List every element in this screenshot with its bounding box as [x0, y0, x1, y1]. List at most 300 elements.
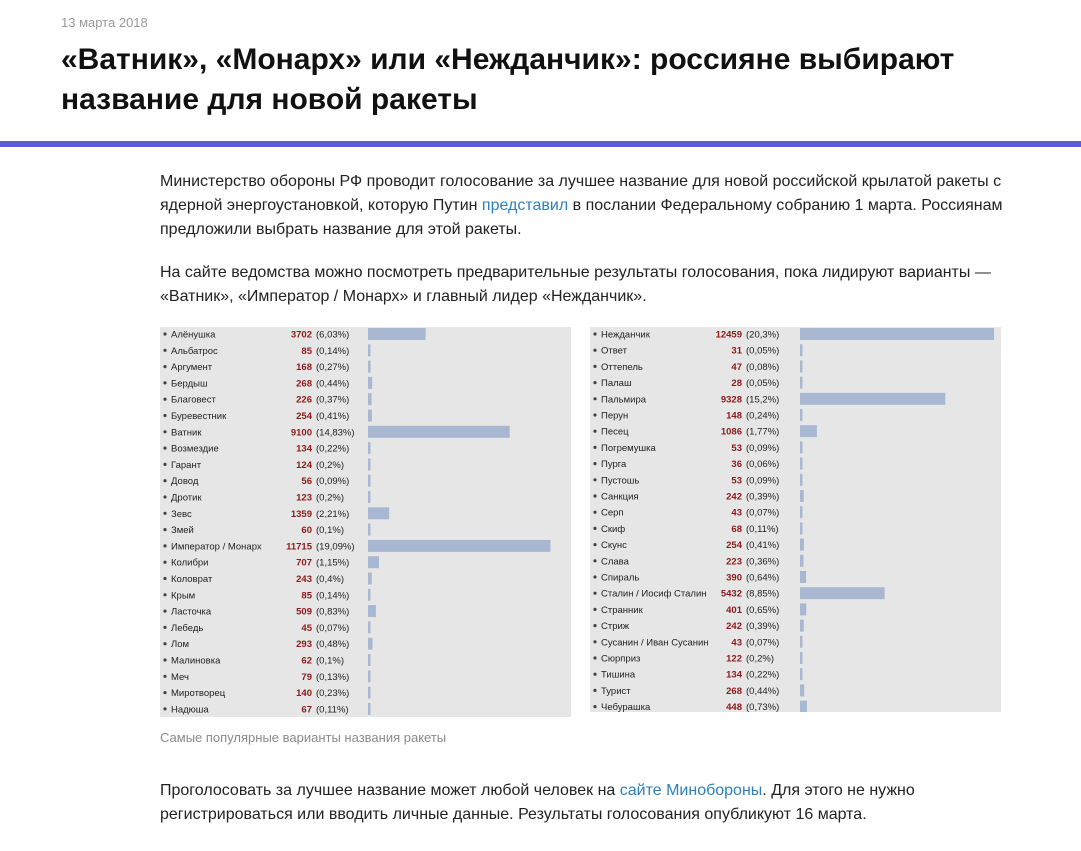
chart-row: [593, 328, 994, 341]
chart-row: [593, 474, 802, 487]
category-label: Слава: [601, 556, 629, 568]
vote-percent-label: (0,09%): [746, 442, 780, 454]
vote-bar: [368, 654, 371, 666]
bullet-dot: [593, 446, 596, 449]
chart-row: [163, 621, 370, 634]
chart-row: [163, 328, 425, 341]
category-label: Лебедь: [171, 622, 204, 634]
bullet-dot: [593, 430, 596, 433]
vote-count-label: 268: [296, 378, 312, 390]
vote-bar: [800, 701, 807, 712]
chart-row: [163, 426, 509, 439]
category-label: Альбатрос: [171, 345, 218, 357]
category-label: Гарант: [171, 459, 202, 471]
vote-count-label: 12459: [715, 329, 742, 341]
vote-percent-label: (0,2%): [316, 492, 344, 504]
vote-percent-label: (0,05%): [746, 378, 780, 390]
chart-row: [593, 377, 802, 390]
vote-percent-label: (8,85%): [746, 588, 780, 600]
chart-row: [163, 670, 370, 683]
chart-row: [593, 409, 802, 422]
bullet-dot: [163, 528, 166, 531]
bullet-dot: [163, 658, 166, 661]
chart-row: [593, 539, 804, 552]
category-label: Надюша: [171, 704, 209, 716]
vote-count-label: 268: [726, 685, 742, 697]
vote-bar: [800, 539, 804, 551]
bullet-dot: [163, 593, 166, 596]
bullet-dot: [593, 673, 596, 676]
article-date: 13 марта 2018: [61, 15, 148, 30]
chart-panel-right: [590, 327, 1001, 712]
vote-percent-label: (15,2%): [746, 394, 780, 406]
vote-bar: [800, 425, 817, 437]
bullet-dot: [593, 575, 596, 578]
vote-bar: [368, 670, 371, 682]
chart-row: [593, 393, 945, 406]
bullet-dot: [163, 398, 166, 401]
link-presented[interactable]: представил: [481, 197, 569, 214]
category-label: Странник: [601, 604, 643, 616]
vote-bar: [368, 573, 372, 585]
category-label: Ласточка: [171, 606, 212, 618]
chart-row: [593, 490, 803, 503]
chart-row: [163, 524, 370, 537]
vote-percent-label: (0,23%): [316, 688, 350, 700]
chart-row: [593, 636, 802, 649]
vote-bar: [368, 426, 510, 438]
vote-count-label: 1359: [290, 508, 312, 520]
vote-percent-label: (0,07%): [316, 622, 350, 634]
vote-percent-label: (0,73%): [746, 702, 780, 712]
vote-percent-label: (0,14%): [316, 345, 350, 357]
vote-bar: [368, 524, 371, 536]
vote-count-label: 53: [731, 475, 742, 487]
vote-bar: [368, 589, 371, 601]
category-label: Нежданчик: [601, 329, 650, 341]
category-label: Санкция: [601, 491, 639, 503]
chart-row: [593, 441, 802, 454]
vote-bar: [800, 571, 806, 583]
bullet-dot: [163, 512, 166, 515]
article-title: «Ватник», «Монарх» или «Нежданчик»: россияне выбирают название для новой ракеты: [61, 43, 955, 116]
chart-row: [593, 684, 804, 697]
vote-count-label: 254: [296, 411, 312, 422]
vote-results-chart-right: [590, 327, 1001, 712]
category-label: Миротворец: [171, 688, 226, 700]
vote-count-label: 509: [296, 606, 312, 618]
vote-bar: [800, 393, 945, 405]
category-label: Довод: [171, 476, 199, 488]
category-label: Оттепель: [601, 361, 643, 373]
paragraph-1-text-start: Министерство обороны РФ проводит голосование за лучшее название для новой российской крылатой ракеты с ядерной энергоустановкой, которую Путин: [160, 173, 1002, 214]
vote-percent-label: (0,07%): [746, 507, 780, 519]
bullet-dot: [593, 494, 596, 497]
vote-bar: [800, 636, 803, 648]
vote-count-label: 67: [301, 704, 312, 716]
vote-bar: [800, 522, 803, 534]
bullet-dot: [163, 610, 166, 613]
article-paragraph-2: На сайте ведомства можно посмотреть предварительные результаты голосования, пока лидируют варианты — «Ватник», «Император / Монарх» и главный лидер «Нежданчик».: [160, 264, 991, 305]
vote-percent-label: (2,21%): [316, 508, 350, 520]
chart-row: [593, 522, 802, 535]
category-label: Сталин / Иосиф Сталин: [601, 588, 707, 600]
vote-count-label: 242: [726, 621, 742, 633]
vote-bar: [800, 409, 803, 421]
category-label: Дротик: [171, 492, 202, 504]
category-label: Зевс: [171, 508, 192, 520]
vote-percent-label: (0,07%): [746, 637, 780, 649]
chart-row: [593, 652, 802, 665]
vote-count-label: 9328: [720, 394, 742, 406]
vote-bar: [800, 652, 803, 664]
chart-row: [163, 361, 370, 374]
chart-panel-left: [160, 327, 571, 717]
chart-row: [593, 506, 802, 519]
vote-count-label: 31: [731, 345, 742, 357]
vote-percent-label: (0,14%): [316, 590, 350, 602]
vote-percent-label: (0,05%): [746, 345, 780, 357]
vote-count-label: 47: [731, 361, 742, 373]
vote-bar: [368, 458, 371, 470]
category-label: Турист: [601, 685, 631, 697]
chart-caption: Самые популярные варианты названия ракеты: [160, 730, 447, 745]
vote-bar: [800, 668, 803, 680]
vote-count-label: 140: [296, 688, 312, 700]
chart-row: [163, 703, 370, 716]
vote-bar: [800, 555, 803, 567]
chart-row: [163, 442, 370, 455]
category-label: Ватник: [171, 427, 202, 439]
category-label: Колибри: [171, 557, 209, 569]
category-label: Бердыш: [171, 378, 208, 390]
vote-count-label: 36: [731, 459, 742, 471]
bullet-dot: [593, 592, 596, 595]
bullet-dot: [163, 463, 166, 466]
category-label: Ответ: [601, 345, 627, 357]
vote-bar: [368, 703, 371, 715]
category-label: Палаш: [601, 378, 632, 390]
bullet-dot: [163, 332, 166, 335]
vote-percent-label: (19,09%): [316, 541, 355, 553]
bullet-dot: [163, 544, 166, 547]
category-label: Пальмира: [601, 394, 647, 406]
chart-row: [163, 393, 371, 406]
vote-percent-label: (0,09%): [746, 475, 780, 487]
category-label: Стриж: [601, 621, 630, 633]
vote-percent-label: (0,39%): [746, 491, 780, 503]
category-label: Меч: [171, 671, 189, 683]
vote-count-label: 1086: [720, 426, 742, 438]
vote-bar: [368, 328, 426, 340]
vote-bar: [800, 684, 804, 696]
vote-count-label: 56: [301, 476, 312, 488]
bullet-dot: [163, 495, 166, 498]
vote-count-label: 401: [726, 604, 742, 616]
vote-percent-label: (0,08%): [746, 361, 780, 373]
category-label: Малиновка: [171, 655, 221, 667]
chart-row: [593, 425, 817, 438]
chart-row: [593, 668, 802, 681]
vote-count-label: 254: [726, 540, 742, 552]
vote-bar: [800, 474, 803, 486]
vote-count-label: 242: [726, 491, 742, 503]
vote-percent-label: (0,48%): [316, 639, 350, 651]
bullet-dot: [163, 691, 166, 694]
bullet-dot: [593, 656, 596, 659]
vote-bar: [368, 491, 371, 503]
chart-row: [593, 344, 802, 357]
vote-bar: [368, 361, 371, 373]
vote-count-label: 60: [301, 525, 312, 537]
vote-percent-label: (20,3%): [746, 329, 780, 341]
bullet-dot: [163, 626, 166, 629]
chart-row: [593, 555, 803, 568]
vote-bar: [800, 603, 806, 615]
bullet-dot: [163, 479, 166, 482]
category-label: Спираль: [601, 572, 640, 584]
vote-count-label: 28: [731, 378, 742, 390]
vote-count-label: 53: [731, 442, 742, 454]
chart-row: [163, 491, 370, 504]
vote-bar: [800, 441, 803, 453]
vote-bar: [368, 344, 371, 356]
vote-percent-label: (0,11%): [316, 704, 349, 716]
vote-percent-label: (0,4%): [316, 574, 344, 585]
bullet-dot: [593, 624, 596, 627]
vote-percent-label: (14,83%): [316, 427, 355, 439]
vote-bar: [368, 507, 389, 519]
chart-row: [163, 475, 370, 488]
bullet-dot: [593, 349, 596, 352]
bullet-dot: [593, 608, 596, 611]
vote-bar: [800, 490, 804, 502]
chart-row: [163, 507, 389, 520]
vote-count-label: 448: [726, 702, 742, 712]
chart-row: [593, 620, 803, 633]
chart-row: [163, 458, 370, 471]
bullet-dot: [593, 705, 596, 708]
vote-count-label: 223: [726, 556, 742, 568]
vote-count-label: 79: [301, 671, 312, 683]
bullet-dot: [593, 397, 596, 400]
vote-count-label: 68: [731, 523, 742, 535]
chart-row: [593, 603, 806, 616]
category-label: Тишина: [601, 669, 636, 681]
vote-bar: [800, 587, 885, 599]
vote-count-label: 123: [296, 492, 312, 504]
accent-divider: [0, 141, 1081, 147]
category-label: Буревестник: [171, 411, 227, 422]
vote-percent-label: (0,41%): [316, 411, 350, 422]
vote-count-label: 85: [301, 345, 312, 357]
chart-row: [163, 654, 370, 667]
vote-percent-label: (0,64%): [746, 572, 780, 584]
vote-percent-label: (0,37%): [316, 394, 350, 406]
vote-percent-label: (0,11%): [746, 523, 779, 535]
vote-percent-label: (0,24%): [746, 410, 780, 422]
category-label: Сусанин / Иван Сусанин: [601, 637, 709, 649]
vote-bar: [368, 638, 373, 650]
chart-row: [593, 571, 806, 584]
vote-count-label: 43: [731, 507, 742, 519]
vote-percent-label: (0,09%): [316, 476, 350, 488]
paragraph-1-text-end: в послании Федеральному собранию 1 марта. Россиянам предложили выбрать название для этой ракеты.: [160, 197, 1003, 238]
category-label: Погремушка: [601, 442, 656, 454]
category-label: Песец: [601, 426, 629, 438]
article-paragraph-1: [160, 170, 1030, 242]
vote-count-label: 707: [296, 557, 312, 569]
vote-count-label: 243: [296, 574, 312, 585]
chart-row: [163, 344, 370, 357]
category-label: Благовест: [171, 394, 216, 406]
vote-percent-label: (1,15%): [316, 557, 350, 569]
vote-count-label: 124: [296, 459, 312, 471]
vote-percent-label: (0,44%): [746, 685, 780, 697]
bullet-dot: [593, 365, 596, 368]
vote-percent-label: (0,1%): [316, 655, 344, 667]
category-label: Чебурашка: [601, 702, 651, 712]
vote-percent-label: (0,27%): [316, 362, 350, 374]
vote-count-label: 134: [296, 443, 312, 455]
vote-bar: [368, 556, 379, 568]
chart-row: [593, 587, 884, 600]
vote-percent-label: (0,39%): [746, 621, 780, 633]
vote-percent-label: (0,41%): [746, 540, 780, 552]
chart-row: [163, 687, 370, 700]
vote-count-label: 3702: [290, 329, 312, 341]
vote-bar: [368, 687, 371, 699]
bullet-dot: [163, 447, 166, 450]
vote-percent-label: (0,65%): [746, 604, 780, 616]
vote-bar: [368, 540, 550, 552]
chart-row: [593, 360, 802, 373]
vote-count-label: 5432: [720, 588, 742, 600]
vote-bar: [368, 377, 372, 389]
vote-percent-label: (0,83%): [316, 606, 350, 618]
chart-row: [593, 458, 802, 471]
vote-percent-label: (1,77%): [746, 426, 780, 438]
vote-percent-label: (0,2%): [746, 653, 774, 665]
vote-count-label: 62: [301, 655, 312, 667]
vote-bar: [800, 377, 803, 389]
category-label: Возмездие: [171, 443, 219, 455]
bullet-dot: [163, 561, 166, 564]
bullet-dot: [593, 413, 596, 416]
bullet-dot: [163, 642, 166, 645]
vote-bar: [368, 605, 376, 617]
vote-bar: [368, 621, 371, 633]
bullet-dot: [593, 478, 596, 481]
vote-count-label: 11715: [286, 541, 312, 553]
chart-row: [163, 589, 370, 602]
vote-percent-label: (0,44%): [316, 378, 350, 390]
vote-bar: [800, 620, 804, 632]
paragraph-3-text-end: . Для этого не нужно регистрироваться или вводить личные данные. Результаты голосования опубликуют 16 марта.: [160, 782, 915, 823]
vote-count-label: 390: [726, 572, 742, 584]
vote-bar: [368, 442, 371, 454]
bullet-dot: [593, 559, 596, 562]
article-paragraph-3: [160, 779, 1030, 827]
bullet-dot: [163, 577, 166, 580]
category-label: Аргумент: [171, 362, 213, 374]
vote-percent-label: (6,03%): [316, 329, 350, 341]
bullet-dot: [593, 511, 596, 514]
category-label: Сюрприз: [601, 653, 641, 665]
chart-row: [163, 573, 371, 586]
vote-count-label: 9100: [290, 427, 312, 439]
bullet-dot: [593, 332, 596, 335]
vote-bar: [800, 360, 803, 372]
bullet-dot: [593, 462, 596, 465]
category-label: Алёнушка: [171, 329, 216, 341]
bullet-dot: [593, 640, 596, 643]
vote-count-label: 45: [301, 622, 312, 634]
vote-bar: [368, 393, 372, 405]
vote-count-label: 43: [731, 637, 742, 649]
vote-percent-label: (0,2%): [316, 459, 344, 471]
vote-percent-label: (0,1%): [316, 525, 344, 537]
category-label: Лом: [171, 639, 190, 651]
bullet-dot: [163, 707, 166, 710]
category-label: Перун: [601, 410, 629, 422]
category-label: Змей: [171, 525, 194, 537]
bullet-dot: [163, 430, 166, 433]
bullet-dot: [593, 689, 596, 692]
chart-row: [163, 638, 372, 651]
vote-bar: [800, 458, 803, 470]
vote-count-label: 293: [296, 639, 312, 651]
vote-count-label: 122: [726, 653, 742, 665]
chart-row: [593, 701, 807, 712]
vote-percent-label: (0,22%): [746, 669, 780, 681]
bullet-dot: [163, 414, 166, 417]
vote-results-chart-left: [160, 327, 571, 717]
vote-count-label: 226: [296, 394, 312, 406]
vote-percent-label: (0,06%): [746, 459, 780, 471]
vote-bar: [800, 328, 994, 340]
vote-bar: [800, 344, 803, 356]
bullet-dot: [163, 349, 166, 352]
bullet-dot: [163, 675, 166, 678]
bullet-dot: [163, 381, 166, 384]
chart-row: [163, 410, 372, 423]
category-label: Крым: [171, 590, 196, 602]
vote-count-label: 85: [301, 590, 312, 602]
category-label: Император / Монарх: [171, 541, 262, 553]
chart-row: [163, 377, 372, 390]
vote-percent-label: (0,13%): [316, 671, 350, 683]
chart-row: [163, 556, 379, 569]
category-label: Скиф: [601, 523, 626, 535]
chart-row: [163, 605, 376, 618]
category-label: Пустошь: [601, 475, 640, 487]
vote-count-label: 148: [726, 410, 742, 422]
paragraph-3-text-start: Проголосовать за лучшее название может любой человек на: [160, 782, 620, 799]
bullet-dot: [163, 365, 166, 368]
vote-bar: [368, 410, 372, 422]
category-label: Пурга: [601, 459, 627, 471]
vote-bar: [800, 506, 803, 518]
category-label: Скунс: [601, 540, 627, 552]
chart-row: [163, 540, 550, 553]
link-mod-site[interactable]: сайте Минобороны: [619, 782, 763, 799]
vote-count-label: 134: [726, 669, 742, 681]
bullet-dot: [593, 527, 596, 530]
category-label: Коловрат: [171, 574, 213, 585]
bullet-dot: [593, 543, 596, 546]
vote-percent-label: (0,36%): [746, 556, 780, 568]
